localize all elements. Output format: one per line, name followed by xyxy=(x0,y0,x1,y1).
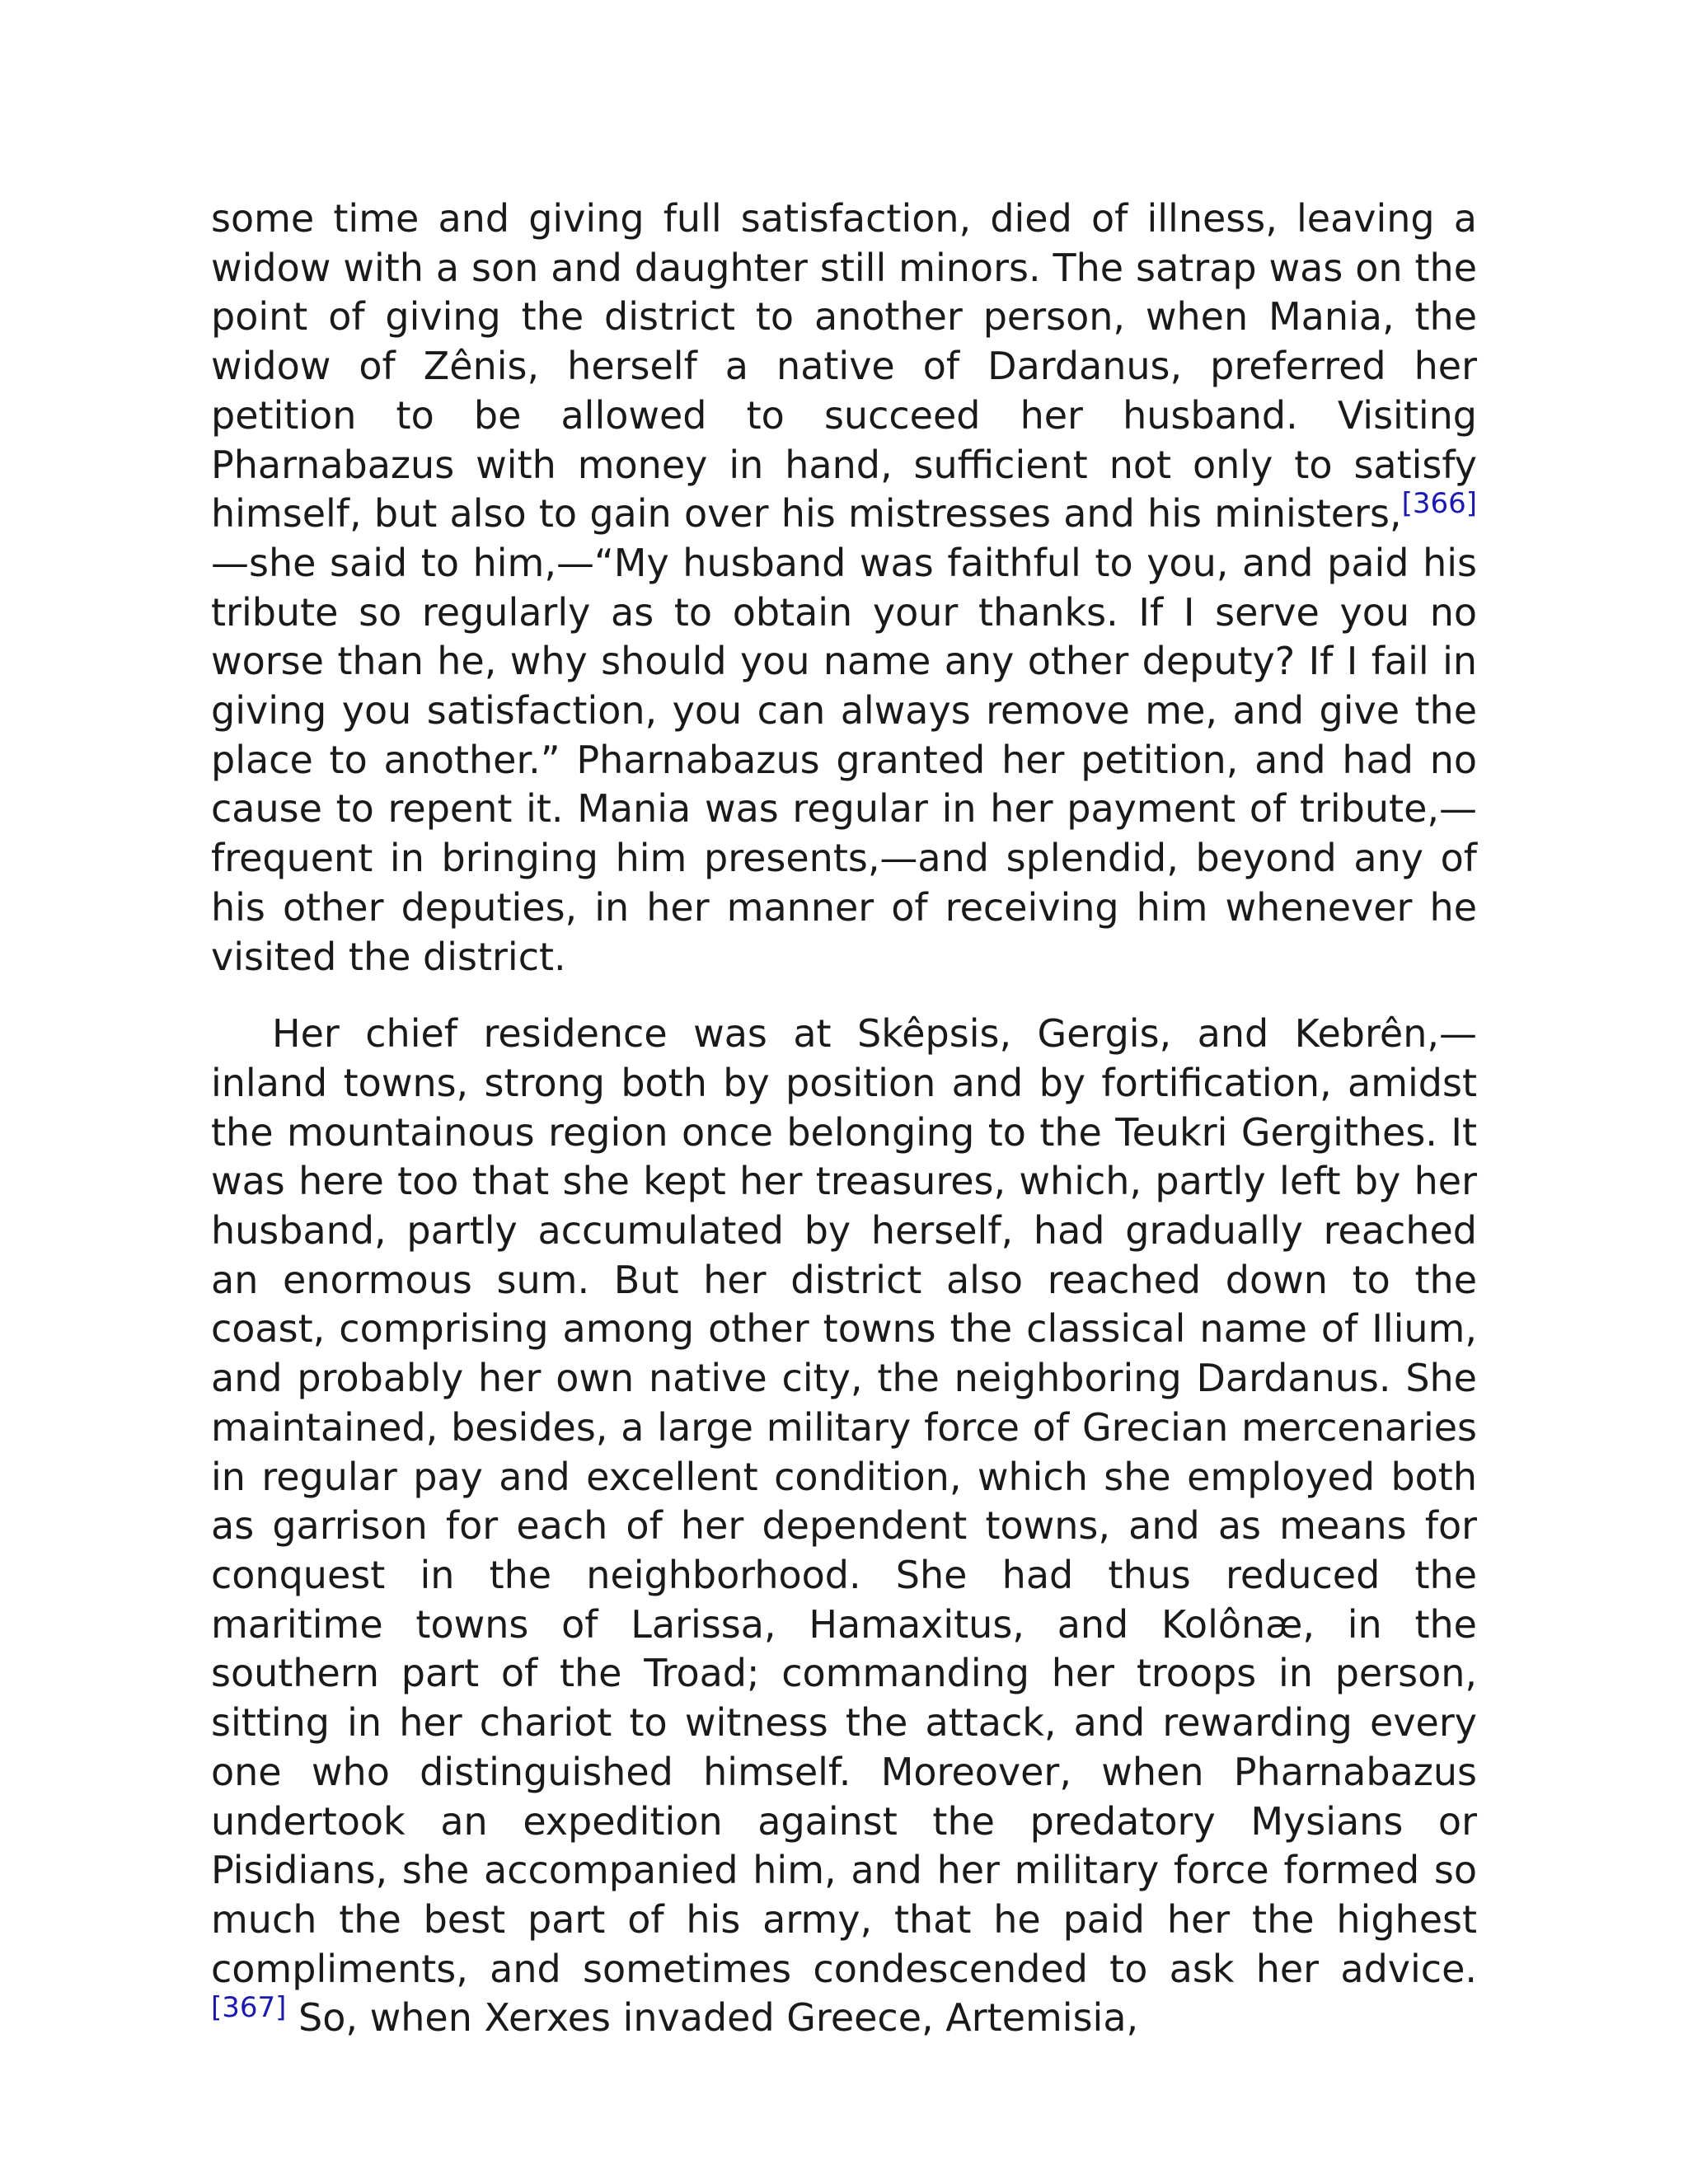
document-page xyxy=(211,194,1477,2043)
paragraph-text: —she said to him,—“My husband was faithful to you, and paid his tribute so regularly as to obtain your thanks. If I serve you no worse than he, why should you name any other deputy? If I fail in giving you satisfaction, you can always remove me, and give the place to another.” Pharnabazus granted her petition, and had no cause to repent it. Mania was regular in her payment of tribute,—frequent in bringing him presents,—and splendid, beyond any of his other deputies, in her manner of receiving him whenever he visited the district. xyxy=(211,540,1477,979)
paragraph-text: So, when Xerxes invaded Greece, Artemisia, xyxy=(286,1995,1139,2041)
paragraph xyxy=(211,1010,1477,2043)
footnote-link-366[interactable]: [366] xyxy=(1401,487,1477,521)
paragraph xyxy=(211,194,1477,982)
footnote-link-367[interactable]: [367] xyxy=(211,1991,287,2025)
paragraph-text: some time and giving full satisfaction, died of illness, leaving a widow with a son and daughter still minors. The satrap was on the point of giving the district to another person, when Mania, the widow of Zênis, herself a native of Dardanus, preferred her petition to be allowed to succeed her husband. Visiting Pharnabazus with money in hand, sufficient not only to satisfy himself, but also to gain over his mistresses and his ministers, xyxy=(211,196,1477,537)
paragraph-text: Her chief residence was at Skêpsis, Gergis, and Kebrên,—inland towns, strong both by position and by fortification, amidst the mountainous region once belonging to the Teukri Gergithes. It was here too that she kept her treasures, which, partly left by her husband, partly accumulated by herself, had gradually reached an enormous sum. But her district also reached down to the coast, comprising among other towns the classical name of Ilium, and probably her own native city, the neighboring Dardanus. She maintained, besides, a large military force of Grecian mercenaries in regular pay and excellent condition, which she employed both as garrison for each of her dependent towns, and as means for conquest in the neighborhood. She had thus reduced the maritime towns of Larissa, Hamaxitus, and Kolônæ, in the southern part of the Troad; commanding her troops in person, sitting in her chariot to witness the attack, and rewarding every one who distinguished himself. Moreover, when Pharnabazus undertook an expedition against the predatory Mysians or Pisidians, she accompanied him, and her military force formed so much the best part of his army, that he paid her the highest compliments, and sometimes condescended to ask her advice. xyxy=(211,1011,1477,1991)
